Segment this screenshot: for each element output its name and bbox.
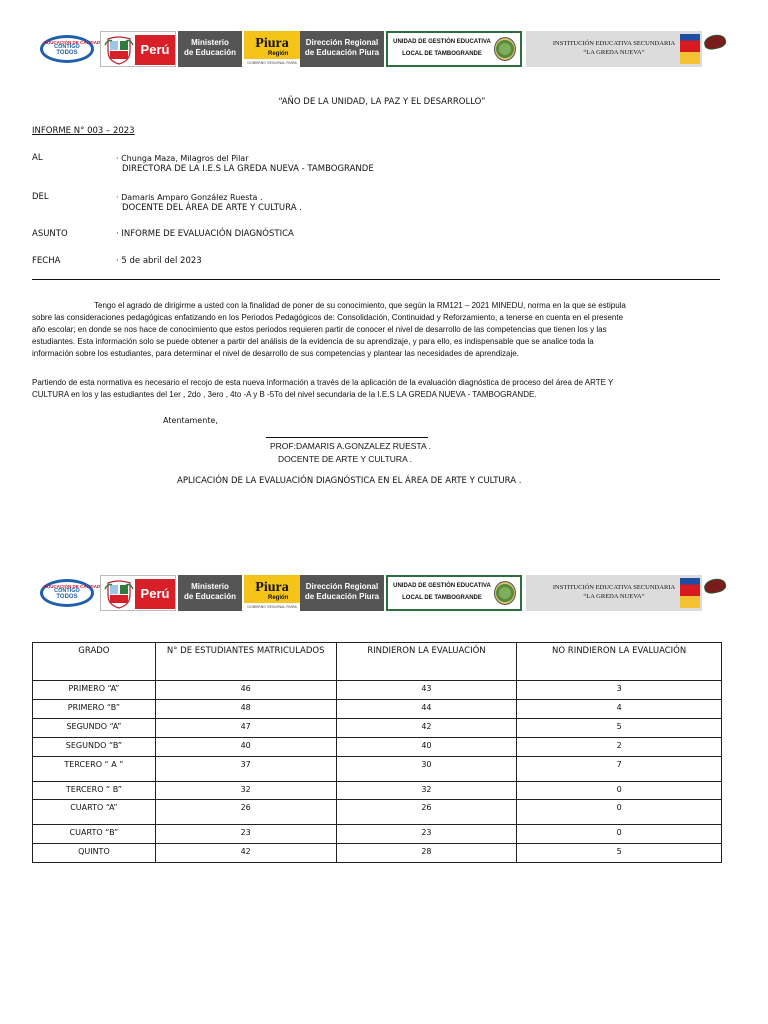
paragraph-1 [32,300,720,360]
logo-text-line3: TODOS [56,594,78,600]
cell-grado: PRIMERO “B” [33,700,156,719]
ugel-seal-icon [494,581,516,605]
institution-box [526,31,702,67]
logo-text-line2: CONTIGO [54,588,80,594]
cell-matriculados: 26 [155,800,336,825]
institution-line1: INSTITUCIÓN EDUCATIVA SECUNDARIA [552,584,676,591]
institution-box [526,575,702,611]
cell-no-rindieron: 7 [517,757,722,782]
piura-title: Piura [255,580,289,595]
school-crest-icon [702,31,726,67]
dre-line2: de Educación Piura [304,592,380,601]
asunto-value: · INFORME DE EVALUACIÓN DIAGNÓSTICA [116,229,294,239]
dre-piura-logo [300,575,384,611]
cell-rindieron: 43 [336,681,517,700]
peru-coat-of-arms-icon [104,35,134,65]
cell-matriculados: 23 [155,825,336,844]
ministerio-line2: de Educación [183,48,236,57]
cell-grado: PRIMERO “A” [33,681,156,700]
paragraph-1-line: información sobre los estudiantes, para determinar el nivel de desarrollo de sus competencias y plantear las necesidades de aprendizaje. [32,349,519,358]
signature-name: PROF:DAMARIS A.GONZALEZ RUESTA . [270,441,431,451]
cell-rindieron: 42 [336,719,517,738]
signature-line [266,437,428,438]
al-role: DIRECTORA DE LA I.E.S LA GREDA NUEVA - TAMBOGRANDE [122,164,374,174]
ugel-seal-icon [494,37,516,61]
dre-line1: Dirección Regional [305,38,379,47]
cell-grado: QUINTO [33,844,156,863]
peru-logo [100,575,176,611]
table-row [33,800,722,825]
cell-matriculados: 48 [155,700,336,719]
dre-line1: Dirección Regional [305,582,379,591]
cell-no-rindieron: 0 [517,782,722,800]
fecha-value: · 5 de abril del 2023 [116,256,202,266]
paragraph-2 [32,377,720,401]
signature-role: DOCENTE DE ARTE Y CULTURA . [278,454,412,464]
institution-line2: “LA GREDA NUEVA” [583,593,645,600]
peru-label: Perú [135,579,175,609]
cell-matriculados: 46 [155,681,336,700]
education-campaign-logo [38,575,101,611]
ugel-line1: UNIDAD DE GESTIÓN EDUCATIVA [393,583,491,589]
separator-line [32,279,720,280]
piura-footer: GOBIERNO REGIONAL PIURA [244,603,300,611]
cell-matriculados: 40 [155,738,336,757]
table-row [33,825,722,844]
table-row [33,719,722,738]
school-emblem-icon [680,34,700,64]
cell-no-rindieron: 4 [517,700,722,719]
closing-salutation: Atentamente, [163,416,218,425]
cell-grado: TERCERO “ B” [33,782,156,800]
cell-matriculados: 42 [155,844,336,863]
al-name: · Chunga Maza, Milagros del Pilar [116,154,249,163]
education-campaign-logo [38,31,101,67]
cell-grado: TERCERO “ A “ [33,757,156,782]
piura-subtitle: Región [268,51,289,57]
cell-no-rindieron: 0 [517,800,722,825]
ministerio-logo [178,575,242,611]
cell-rindieron: 40 [336,738,517,757]
cell-no-rindieron: 5 [517,844,722,863]
cell-rindieron: 30 [336,757,517,782]
section-title: APLICACIÓN DE LA EVALUACIÓN DIAGNÓSTICA EN EL ÁREA DE ARTE Y CULTURA . [177,476,522,486]
cell-rindieron: 23 [336,825,517,844]
logo-text-line3: TODOS [56,50,78,56]
institution-line1: INSTITUCIÓN EDUCATIVA SECUNDARIA [552,40,676,47]
table-row [33,700,722,719]
table-row [33,681,722,700]
header-logos-page2 [38,575,726,611]
piura-title: Piura [255,36,289,51]
cell-grado: CUARTO “A” [33,800,156,825]
peru-coat-of-arms-icon [104,579,134,609]
cell-rindieron: 28 [336,844,517,863]
cell-no-rindieron: 0 [517,825,722,844]
table-row [33,738,722,757]
cell-grado: SEGUNDO “A” [33,719,156,738]
school-emblem-icon [680,578,700,608]
peru-logo [100,31,176,67]
piura-subtitle: Región [268,595,289,601]
cell-matriculados: 32 [155,782,336,800]
year-motto: “AÑO DE LA UNIDAD, LA PAZ Y EL DESARROLLO” [278,97,486,107]
paragraph-1-line: estudiantes. Esta información solo se puede obtener a partir del análisis de la evidencia de su aprendizaje, y para ello, es indispensable que se analice toda la [32,337,594,346]
paragraph-2-line: Partiendo de esta normativa es necesario el recojo de esta nueva información a través de la aplicación de la evaluación diagnóstica de proceso del área de ARTE Y [32,378,614,387]
ministerio-logo [178,31,242,67]
fecha-label: FECHA [32,256,61,266]
table-row [33,782,722,800]
del-label: DEL [32,192,49,202]
cell-no-rindieron: 3 [517,681,722,700]
header-matriculados: N° DE ESTUDIANTES MATRICULADOS [155,643,336,681]
header-no-rindieron: NO RINDIERON LA EVALUACIÓN [517,643,722,681]
institution-line2: “LA GREDA NUEVA” [583,49,645,56]
cell-rindieron: 32 [336,782,517,800]
cell-grado: CUARTO “B” [33,825,156,844]
header-rindieron: RINDIERON LA EVALUACIÓN [336,643,517,681]
logo-text-line1: EDUCACIÓN DE CALIDAD [44,40,101,45]
ministerio-line1: Ministerio [191,38,229,47]
cell-rindieron: 26 [336,800,517,825]
header-logos [38,31,726,67]
cell-matriculados: 37 [155,757,336,782]
ministerio-line2: de Educación [183,592,236,601]
evaluation-results-table [32,642,722,863]
asunto-label: ASUNTO [32,229,68,239]
cell-grado: SEGUNDO “B” [33,738,156,757]
paragraph-1-line: Tengo el agrado de dirigirme a usted con la finalidad de poner de su conocimiento, que según la RM121 – 2021 MINEDU, norma en la que se estipula [94,301,626,310]
piura-region-logo [244,31,300,67]
del-name: · Damaris Amparo González Ruesta . [116,193,263,202]
paragraph-2-line: CULTURA en los y las estudiantes del 1er , 2do , 3ero , 4to -A y B -5To del nivel secundaria de la I.E.S LA GREDA NUEVA - TAMBOGRANDE. [32,390,537,399]
del-role: DOCENTE DEL ÁREA DE ARTE Y CULTURA . [122,203,302,213]
table-row [33,757,722,782]
al-label: AL [32,153,43,163]
table-header-row [33,643,722,681]
piura-footer: GOBIERNO REGIONAL PIURA [244,59,300,67]
ugel-line2: LOCAL DE TAMBOGRANDE [402,595,482,601]
ugel-line1: UNIDAD DE GESTIÓN EDUCATIVA [393,39,491,45]
school-crest-icon [702,575,726,611]
dre-piura-logo [300,31,384,67]
header-grado: GRADO [33,643,156,681]
ministerio-line1: Ministerio [191,582,229,591]
paragraph-1-line: sobre las consideraciones pedagógicas enfatizando en los Periodos Pedagógicos de: Consolidación, Continuidad y Reforzamiento, a tenerse en cuenta en el presente [32,313,624,322]
ugel-logo [386,575,522,611]
logo-text-line2: CONTIGO [54,44,80,50]
report-number: INFORME N° 003 – 2023 [32,126,135,136]
ugel-line2: LOCAL DE TAMBOGRANDE [402,51,482,57]
table-row [33,844,722,863]
cell-no-rindieron: 2 [517,738,722,757]
cell-no-rindieron: 5 [517,719,722,738]
dre-line2: de Educación Piura [304,48,380,57]
cell-matriculados: 47 [155,719,336,738]
piura-region-logo [244,575,300,611]
paragraph-1-line: año escolar; en donde se nos hace de conocimiento que estos periodos requieren partir de conocer el nivel de desarrollo de las competencias que tienen los y las [32,325,607,334]
logo-text-line1: EDUCACIÓN DE CALIDAD [44,584,101,589]
peru-label: Perú [135,35,175,65]
cell-rindieron: 44 [336,700,517,719]
ugel-logo [386,31,522,67]
